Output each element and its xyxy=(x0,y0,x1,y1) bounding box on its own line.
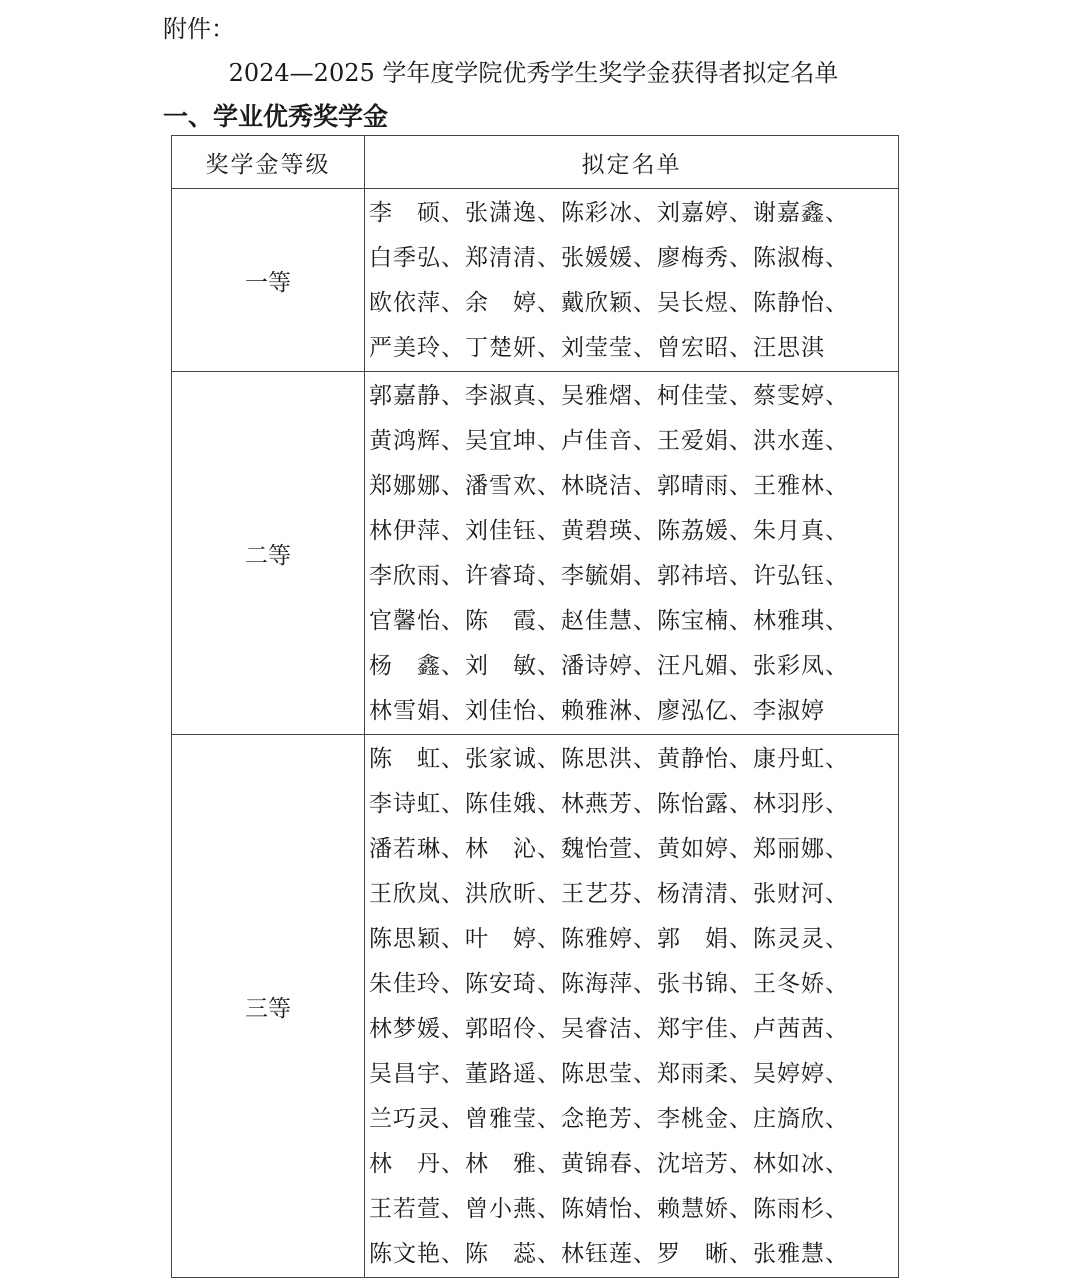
name-line: 黄鸿辉、吴宜坤、卢佳音、王爱娟、洪水莲、 xyxy=(369,428,849,454)
name-line: 官馨怡、陈 霞、赵佳慧、陈宝楠、林雅琪、 xyxy=(369,608,849,634)
level-cell: 二等 xyxy=(172,372,365,735)
name-line: 陈 虹、张家诚、陈思洪、黄静怡、康丹虹、 xyxy=(369,746,849,772)
names-cell xyxy=(365,372,899,735)
header-names: 拟定名单 xyxy=(365,136,899,189)
scholarship-table xyxy=(171,135,899,1278)
table-row-first-class xyxy=(172,189,899,372)
name-line: 李 硕、张潇逸、陈彩冰、刘嘉婷、谢嘉鑫、 xyxy=(369,200,849,226)
attachment-label: 附件： xyxy=(163,15,235,43)
name-line: 林 丹、林 雅、黄锦春、沈培芳、林如冰、 xyxy=(369,1151,849,1177)
name-line: 林梦媛、郭昭伶、吴睿洁、郑宇佳、卢茜茜、 xyxy=(369,1016,849,1042)
name-line: 王若萱、曾小燕、陈婧怡、赖慧娇、陈雨杉、 xyxy=(369,1196,849,1222)
name-line: 王欣岚、洪欣昕、王艺芬、杨清清、张财河、 xyxy=(369,881,849,907)
level-cell: 一等 xyxy=(172,189,365,372)
name-line: 严美玲、丁楚妍、刘莹莹、曾宏昭、汪思淇 xyxy=(369,335,825,361)
header-level: 奖学金等级 xyxy=(172,136,365,189)
name-line: 潘若琳、林 沁、魏怡萱、黄如婷、郑丽娜、 xyxy=(369,836,849,862)
table-row-second-class xyxy=(172,372,899,735)
name-line: 杨 鑫、刘 敏、潘诗婷、汪凡媚、张彩凤、 xyxy=(369,653,849,679)
name-line: 李欣雨、许睿琦、李毓娟、郭祎培、许弘钰、 xyxy=(369,563,849,589)
name-line: 欧依萍、余 婷、戴欣颖、吴长煜、陈静怡、 xyxy=(369,290,849,316)
name-line: 陈思颖、叶 婷、陈雅婷、郭 娟、陈灵灵、 xyxy=(369,926,849,952)
table-header-row xyxy=(172,136,899,189)
name-line: 吴昌宇、董路遥、陈思莹、郑雨柔、吴婷婷、 xyxy=(369,1061,849,1087)
name-line: 郑娜娜、潘雪欢、林晓洁、郭晴雨、王雅林、 xyxy=(369,473,849,499)
level-cell: 三等 xyxy=(172,735,365,1278)
name-line: 林伊萍、刘佳钰、黄碧瑛、陈荔媛、朱月真、 xyxy=(369,518,849,544)
name-line: 李诗虹、陈佳娥、林燕芳、陈怡露、林羽彤、 xyxy=(369,791,849,817)
name-line: 白季弘、郑清清、张媛媛、廖梅秀、陈淑梅、 xyxy=(369,245,849,271)
name-line: 朱佳玲、陈安琦、陈海萍、张书锦、王冬娇、 xyxy=(369,971,849,997)
names-cell xyxy=(365,735,899,1278)
section-heading: 一、学业优秀奖学金 xyxy=(163,102,389,131)
scholarship-table-container xyxy=(171,135,898,1278)
name-line: 陈文艳、陈 蕊、林钰莲、罗 晰、张雅慧、 xyxy=(369,1241,849,1267)
name-line: 林雪娟、刘佳怡、赖雅淋、廖泓亿、李淑婷 xyxy=(369,698,825,724)
table-row-third-class xyxy=(172,735,899,1278)
names-cell xyxy=(365,189,899,372)
name-line: 郭嘉静、李淑真、吴雅熠、柯佳莹、蔡雯婷、 xyxy=(369,383,849,409)
document-title: 2024—2025 学年度学院优秀学生奖学金获得者拟定名单 xyxy=(228,59,839,87)
name-line: 兰巧灵、曾雅莹、念艳芳、李桃金、庄旖欣、 xyxy=(369,1106,849,1132)
